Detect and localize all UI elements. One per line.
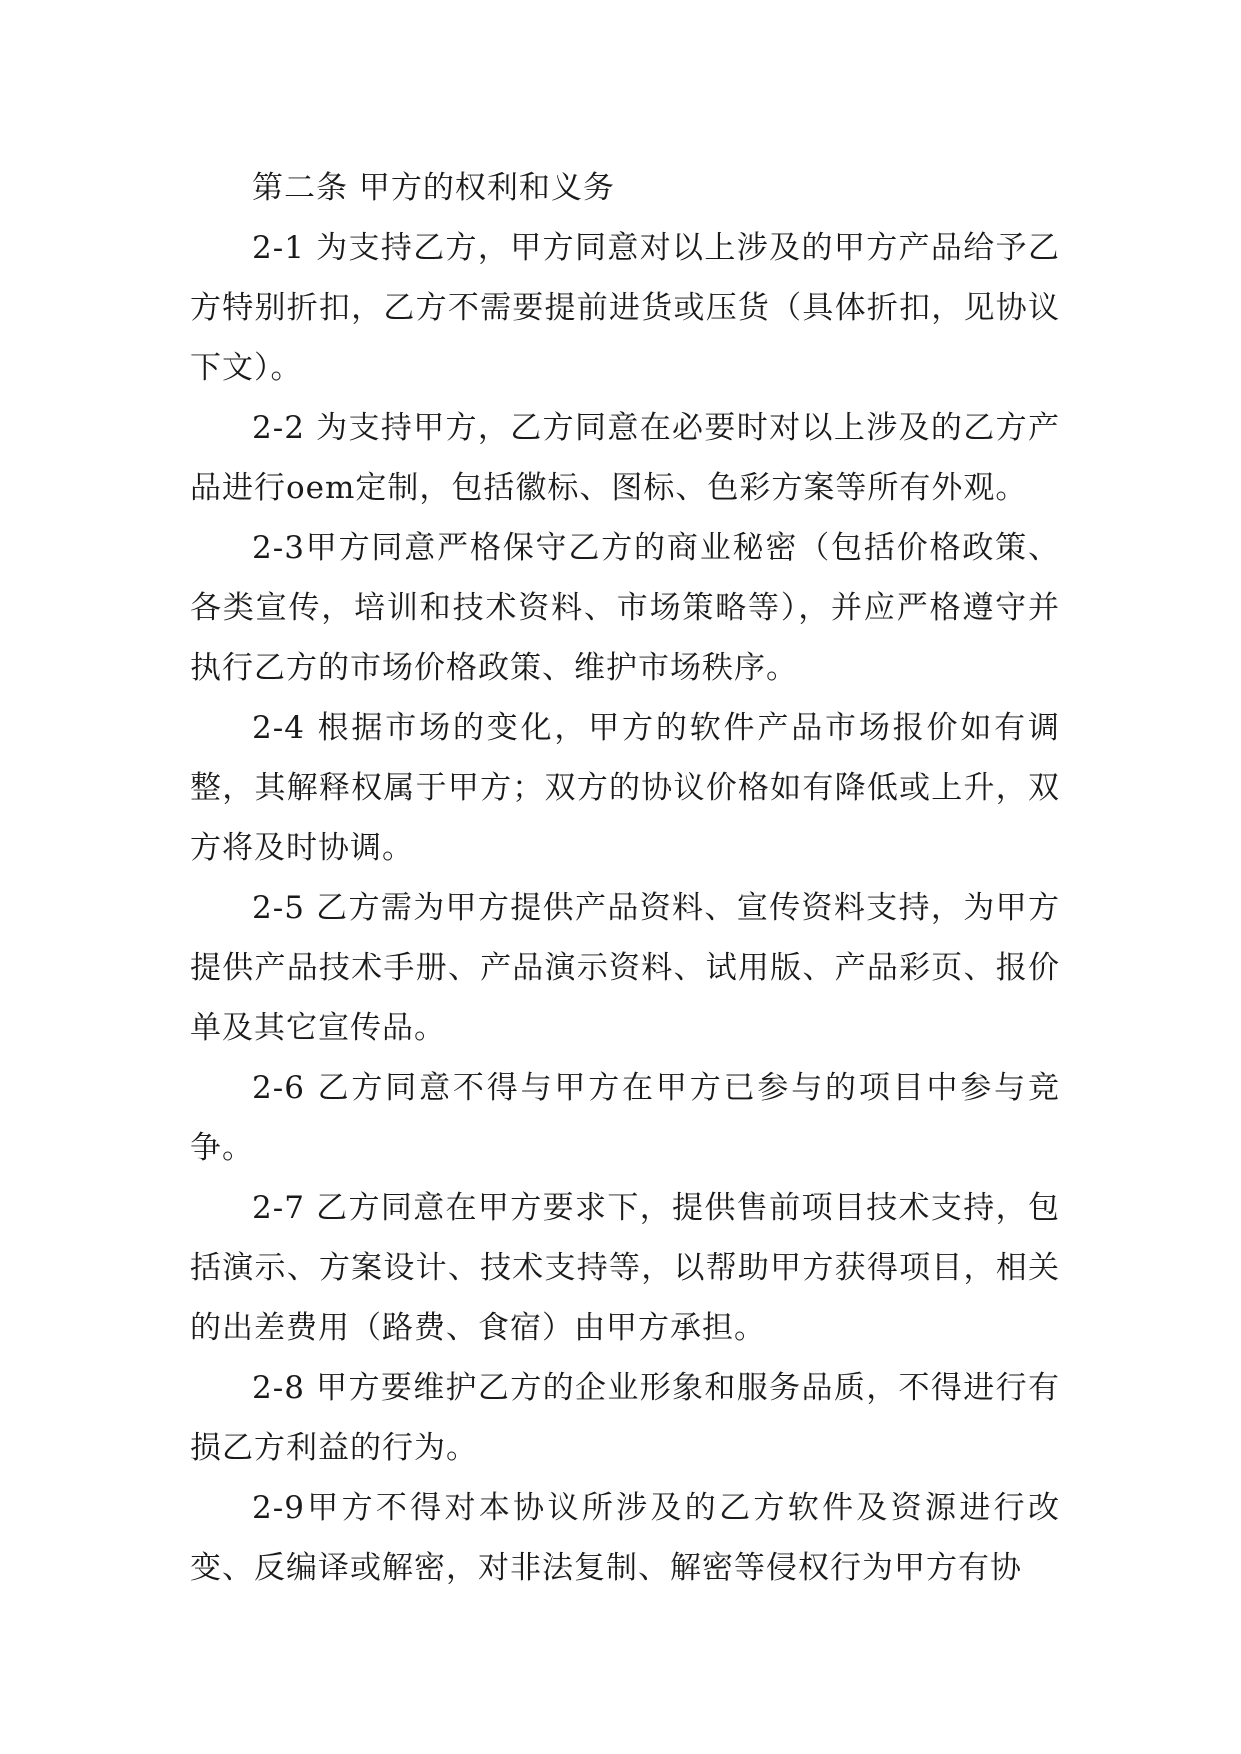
section-heading: 第二条 甲方的权利和义务 — [252, 170, 615, 206]
clause-2-3: 2-3甲方同意严格保守乙方的商业秘密（包括价格政策、各类宣传，培训和技术资料、市场策略等），并应严格遵守并执行乙方的市场价格政策、维护市场秩序。 — [190, 530, 1060, 686]
clause-2-4: 2-4 根据市场的变化，甲方的软件产品市场报价如有调整，其解释权属于甲方；双方的协议价格如有降低或上升，双方将及时协调。 — [190, 710, 1060, 866]
clause-2-7: 2-7 乙方同意在甲方要求下，提供售前项目技术支持，包括演示、方案设计、技术支持等，以帮助甲方获得项目，相关的出差费用（路费、食宿）由甲方承担。 — [190, 1190, 1060, 1346]
clause-2-6: 2-6 乙方同意不得与甲方在甲方已参与的项目中参与竞争。 — [190, 1070, 1060, 1166]
clause-2-8: 2-8 甲方要维护乙方的企业形象和服务品质，不得进行有损乙方利益的行为。 — [190, 1370, 1060, 1466]
clause-2-9: 2-9甲方不得对本协议所涉及的乙方软件及资源进行改变、反编译或解密，对非法复制、解密等侵权行为甲方有协 — [190, 1490, 1060, 1586]
clause-2-1: 2-1 为支持乙方，甲方同意对以上涉及的甲方产品给予乙方特别折扣，乙方不需要提前进货或压货（具体折扣，见协议下文）。 — [190, 230, 1060, 386]
document-body — [190, 158, 1060, 1598]
clause-2-5: 2-5 乙方需为甲方提供产品资料、宣传资料支持，为甲方提供产品技术手册、产品演示资料、试用版、产品彩页、报价单及其它宣传品。 — [190, 890, 1060, 1046]
clause-2-2: 2-2 为支持甲方，乙方同意在必要时对以上涉及的乙方产品进行oem定制，包括徽标、图标、色彩方案等所有外观。 — [190, 410, 1060, 506]
